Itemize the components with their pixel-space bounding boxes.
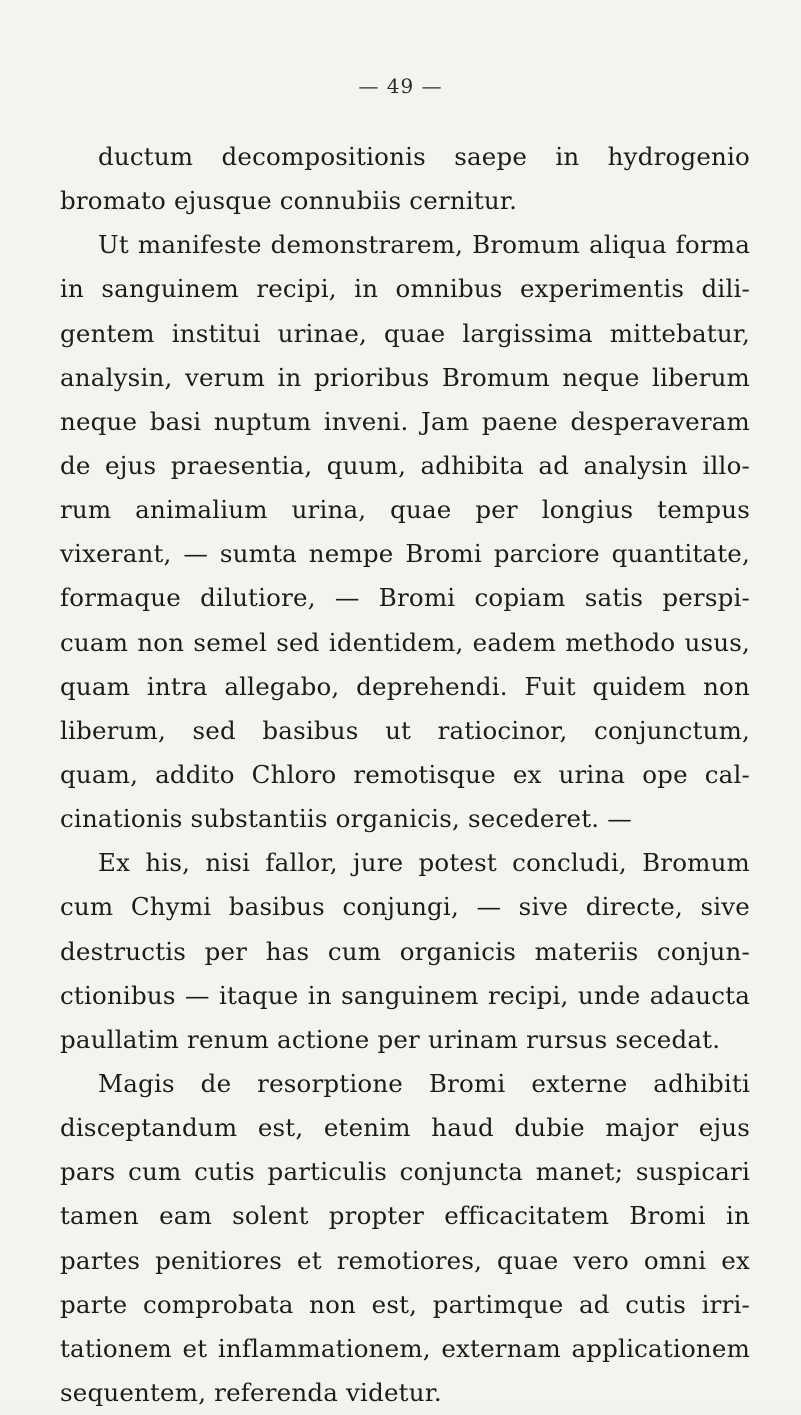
body-text	[60, 135, 750, 1415]
text-line: gentem institui urinae, quae largissima mittebatur,	[60, 318, 750, 348]
text-line: partes penitiores et remotiores, quae vero omni ex	[60, 1245, 750, 1275]
text-line: cum Chymi basibus conjungi, — sive directe, sive	[60, 892, 750, 922]
text-line: parte comprobata non est, partimque ad cutis irri-	[60, 1289, 750, 1319]
text-line: pars cum cutis particulis conjuncta manet; suspicari	[60, 1157, 750, 1187]
text-line: cuam non semel sed identidem, eadem methodo usus,	[60, 627, 750, 657]
text-line: rum animalium urina, quae per longius tempus	[60, 495, 750, 525]
text-line: ductum decompositionis saepe in hydrogenio	[98, 142, 750, 171]
text-line: sequentem, referenda videtur.	[60, 1377, 442, 1407]
text-line: analysin, verum in prioribus Bromum neque liberum	[60, 362, 750, 392]
text-line: neque basi nuptum inveni. Jam paene desperaveram	[60, 406, 750, 436]
text-line: Ut manifeste demonstrarem, Bromum aliqua forma	[98, 230, 750, 260]
text-line: de ejus praesentia, quum, adhibita ad analysin illo-	[60, 450, 750, 480]
text-line: liberum, sed basibus ut ratiocinor, conjunctum,	[60, 715, 750, 745]
text-line: quam intra allegabo, deprehendi. Fuit quidem non	[60, 671, 750, 701]
text-line: ctionibus — itaque in sanguinem recipi, unde adaucta	[60, 980, 750, 1010]
text-line: paullatim renum actione per urinam rursus secedat.	[60, 1024, 721, 1054]
text-line: quam, addito Chloro remotisque ex urina ope cal-	[60, 759, 750, 789]
text-line: Ex his, nisi fallor, jure potest concludi, Bromum	[98, 848, 750, 878]
text-line: tamen eam solent propter efficacitatem Bromi in	[60, 1201, 750, 1231]
text-line: vixerant, — sumta nempe Bromi parciore quantitate,	[60, 539, 750, 569]
page-number: — 49 —	[358, 74, 443, 98]
text-line: formaque dilutiore, — Bromi copiam satis perspi-	[60, 583, 750, 613]
text-line: Magis de resorptione Bromi externe adhibiti	[98, 1068, 750, 1098]
text-line: destructis per has cum organicis materiis conjun-	[60, 936, 750, 966]
text-line: tationem et inflammationem, externam applicationem	[60, 1333, 750, 1363]
text-line: cinationis substantiis organicis, secederet. —	[60, 804, 632, 834]
text-line: disceptandum est, etenim haud dubie major ejus	[60, 1113, 750, 1143]
text-line: bromato ejusque connubiis cernitur.	[60, 186, 518, 216]
text-line: in sanguinem recipi, in omnibus experimentis dili-	[60, 274, 750, 304]
